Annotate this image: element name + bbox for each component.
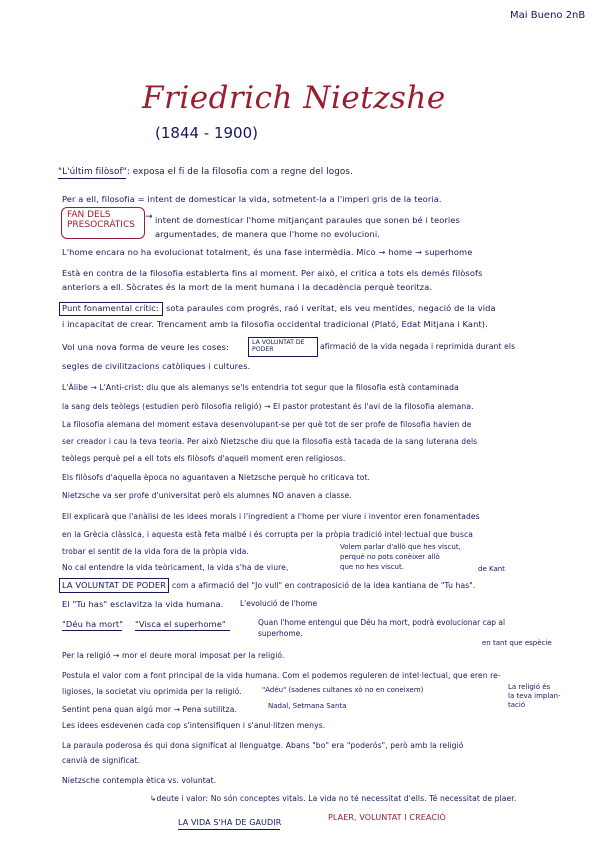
text-line: i incapacitat de crear. Trencament amb la filosofia occidental tradicional (Plató, Edat Mitjana i Kant). xyxy=(62,319,488,329)
text-line: canvià de significat. xyxy=(62,756,141,765)
dates: (1844 - 1900) xyxy=(155,124,259,142)
note-line: que no hes viscut. xyxy=(340,563,404,571)
text-line: Nietzsche va ser profe d'universitat però els alumnes NO anaven a classe. xyxy=(62,491,352,500)
text-line: L'home encara no ha evolucionat totalment, és una fase intermèdia. Mico → home → superhome xyxy=(62,247,473,257)
deu-mort: "Déu ha mort" xyxy=(62,619,124,629)
text-line: Està en contra de la filosofia establerta fins al moment. Per això, el critica a tots els demés filòsofs xyxy=(62,268,483,278)
text-line: ↳deute i valor: No són conceptes vitals. La vida no té necessitat d'ells. Té necessitat de plaer. xyxy=(150,794,517,803)
text-line: La paraula poderosa és qui dona significat al llenguatge. Abans "bo" era "poderós", però amb la religió xyxy=(62,741,464,750)
note-line: tació xyxy=(508,701,526,709)
author-name: Mai Bueno 2nB xyxy=(510,10,586,21)
conclusion-1: LA VIDA S'HA DE GAUDIR xyxy=(178,818,282,827)
note-line: Nadal, Setmana Santa xyxy=(268,702,347,710)
note-line: en tant que espècie xyxy=(482,639,552,647)
text-line: Vol una nova forma de veure les coses: xyxy=(62,342,229,352)
text-line: afirmació de la vida negada i reprimida durant els xyxy=(320,342,516,351)
text-line: Per la religió → mor el deure moral imposat per la religió. xyxy=(62,651,285,660)
text-line: teòlegs perquè pel a ell tots els filòsofs d'aquell moment eren religiosos. xyxy=(62,454,346,463)
text-line: Els filòsofs d'aquella època no aguantaven a Nietzsche perquè ho criticava tot. xyxy=(62,473,371,482)
text-line: Nietzsche contempla ètica vs. voluntat. xyxy=(62,776,217,785)
text-line: intent de domesticar l'home mitjançant paraules que sonen bé i teories xyxy=(155,215,460,225)
text-line: argumentades, de manera que l'home no evolucioni. xyxy=(155,229,380,239)
visca-superhome: "Visca el superhome" xyxy=(135,619,226,629)
text-line: en la Grècia clàssica, i aquesta està feta malbé i és corrupta per la pròpia tradició intel·lectual que busca xyxy=(62,530,474,539)
text-line: anteriors a ell. Sòcrates és la mort de la ment humana i la decadència perquè teoritza. xyxy=(62,282,433,292)
text-line: Per a ell, filosofia = intent de domesticar la vida, sotmetent-la a l'imperi gris de la teoria. xyxy=(62,194,442,204)
conclusion-2: PLAER, VOLUNTAT I CREACIÓ xyxy=(328,813,446,822)
note-line: Volem parlar d'allò que hes viscut, xyxy=(340,543,461,551)
text-line: L'Àlibe → L'Anti-crist: diu que als alemanys se'ls entendria tot segur que la filosofia està contaminada xyxy=(62,383,459,392)
text-line: No cal entendre la vida teòricament, la vida s'ha de viure, xyxy=(62,563,289,572)
text-line: El "Tu has" esclavitza la vida humana. xyxy=(62,599,224,609)
intro-line: "L'últim filòsof": exposa el fi de la filosofia com a regne del logos. xyxy=(58,167,353,177)
text-line: Les idees esdevenen cada cop s'intensifiquen i s'anul·litzen menys. xyxy=(62,721,326,730)
text-line: la sang dels teòlegs (estudien però filosofia religió) → El pastor protestant és l'avi de la filosofia alemana. xyxy=(62,402,474,411)
page-title: Friedrich Nietzshe xyxy=(142,80,446,116)
text-line: sota paraules com progrés, raó i veritat, els veu mentides, negació de la vida xyxy=(166,303,496,313)
note-line: L'evolució de l'home xyxy=(240,599,318,608)
presocratics-box: FAN DELS PRESOCRÀTICS xyxy=(67,210,135,230)
note-line: perquè no pots conèixer allò xyxy=(340,553,440,561)
text-line: Ell explicarà que l'anàlisi de les idees morals i l'ingredient a l'home per viure i inventor eren fonamentades xyxy=(62,512,480,521)
note-line: la teva implan- xyxy=(508,692,561,700)
text-line: ser creador i cau la teva teoria. Per això Nietzsche diu que la filosofia està tacada de la sang luterana dels xyxy=(62,437,478,446)
text-line: com a afirmació del "Jo vull" en contraposició de la idea kantiana de "Tu has". xyxy=(172,581,476,590)
text-line: Sentint pena quan algú mor → Pena sutilitza. xyxy=(62,705,238,714)
note-line: Quan l'home entengui que Déu ha mort, podrà evolucionar cap al xyxy=(258,618,506,627)
text-line: Postula el valor com a font principal de la vida humana. Com el podemos reguleren de intel·lectual, que eren re- xyxy=(62,671,501,680)
note-line: superhome. xyxy=(258,629,303,638)
text-line: ligioses, la societat viu oprimida per la religió. xyxy=(62,687,242,696)
text-line: La filosofia alemana del moment estava desenvolupant-se per què tot de ser profe de filosofia havien de xyxy=(62,420,472,429)
text-line: trobar el sentit de la vida fora de la pròpia vida. xyxy=(62,547,249,556)
pont-fonamental: Punt fonamental crític: xyxy=(62,303,159,313)
note-line: de Kant xyxy=(478,565,505,573)
note-line: "Adéu" (sadenes cultanes xò no en coneixem) xyxy=(262,686,424,694)
voluntat-poder-small: LA VOLUNTAT DE PODER xyxy=(252,339,305,353)
voluntat-poder-box: LA VOLUNTAT DE PODER xyxy=(62,580,167,590)
note-line: La religió és xyxy=(508,683,551,691)
text-line: segles de civilitzacions catòliques i cultures. xyxy=(62,361,251,371)
